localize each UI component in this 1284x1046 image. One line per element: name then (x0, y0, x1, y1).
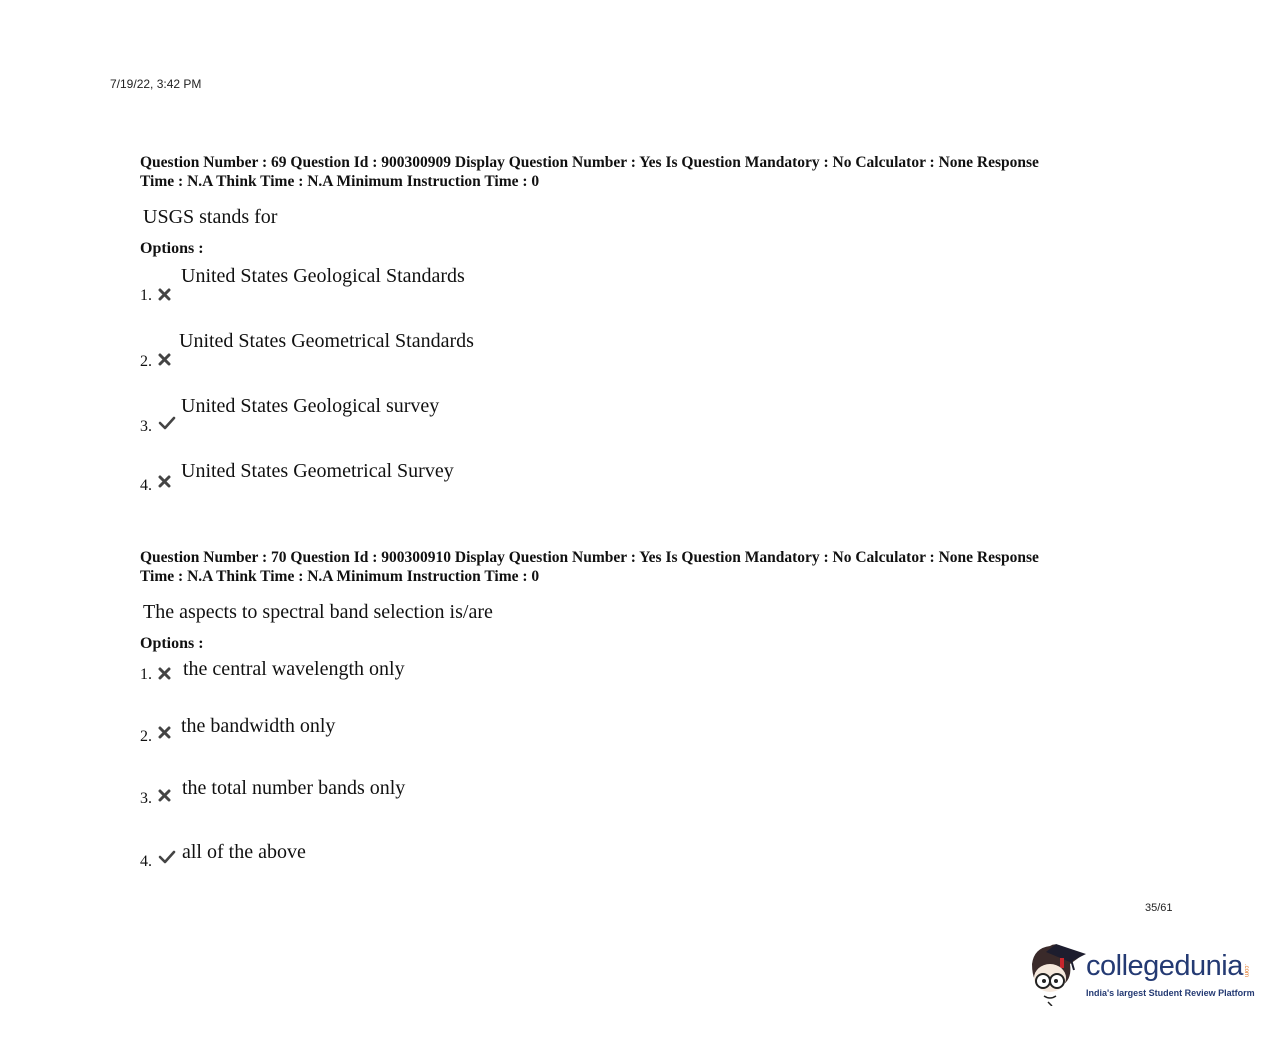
question-meta-line1: Question Number : 70 Question Id : 900300910 Display Question Number : Yes Is Question Mandatory : No Calculator : None Response (140, 549, 1039, 566)
options-label: Options : (140, 240, 204, 257)
question-meta (140, 548, 1150, 586)
option-item (140, 330, 1150, 395)
option-item (140, 841, 1150, 881)
option-item (140, 460, 1150, 525)
check-icon (158, 416, 176, 430)
option-item (140, 265, 1150, 330)
logo-tagline: India's largest Student Review Platform (1086, 988, 1255, 998)
logo-suffix: .com (1243, 964, 1249, 978)
option-item (140, 715, 1150, 777)
print-timestamp: 7/19/22, 3:42 PM (110, 77, 202, 91)
question-text: The aspects to spectral band selection is/are (143, 601, 493, 623)
collegedunia-logo (1022, 940, 1262, 1010)
option-text: United States Geological Standards (181, 265, 465, 287)
cross-icon (158, 287, 172, 301)
option-number: 2. (140, 353, 152, 370)
cross-icon (158, 788, 172, 802)
option-number: 1. (140, 666, 152, 683)
mascot-icon (1026, 940, 1088, 1006)
option-item (140, 658, 1150, 715)
question-meta-line2: Time : N.A Think Time : N.A Minimum Instruction Time : 0 (140, 568, 540, 585)
option-text: United States Geometrical Survey (181, 460, 454, 482)
question-text: USGS stands for (143, 206, 278, 228)
option-text: the bandwidth only (181, 715, 336, 737)
option-text: United States Geological survey (181, 395, 440, 417)
question-meta-line2: Time : N.A Think Time : N.A Minimum Instruction Time : 0 (140, 173, 540, 190)
option-number: 1. (140, 287, 152, 304)
option-text: the total number bands only (182, 777, 406, 799)
option-text: all of the above (182, 841, 306, 863)
cross-icon (158, 725, 172, 739)
option-text: United States Geometrical Standards (179, 330, 474, 352)
option-number: 3. (140, 418, 152, 435)
option-item (140, 777, 1150, 841)
logo-wordmark: collegedunia (1086, 950, 1243, 982)
page-number: 35/61 (1145, 902, 1173, 914)
option-text: the central wavelength only (183, 658, 405, 680)
cross-icon (158, 666, 172, 680)
check-icon (158, 850, 176, 864)
question-meta-line1: Question Number : 69 Question Id : 900300909 Display Question Number : Yes Is Question Mandatory : No Calculator : None Response (140, 154, 1039, 171)
option-item (140, 395, 1150, 460)
option-number: 3. (140, 790, 152, 807)
question-block-69 (140, 153, 1150, 525)
option-number: 4. (140, 853, 152, 870)
question-block-70 (140, 548, 1150, 881)
option-number: 2. (140, 728, 152, 745)
option-number: 4. (140, 477, 152, 494)
cross-icon (158, 474, 172, 488)
options-label: Options : (140, 635, 204, 652)
question-meta (140, 153, 1150, 191)
cross-icon (158, 352, 172, 366)
